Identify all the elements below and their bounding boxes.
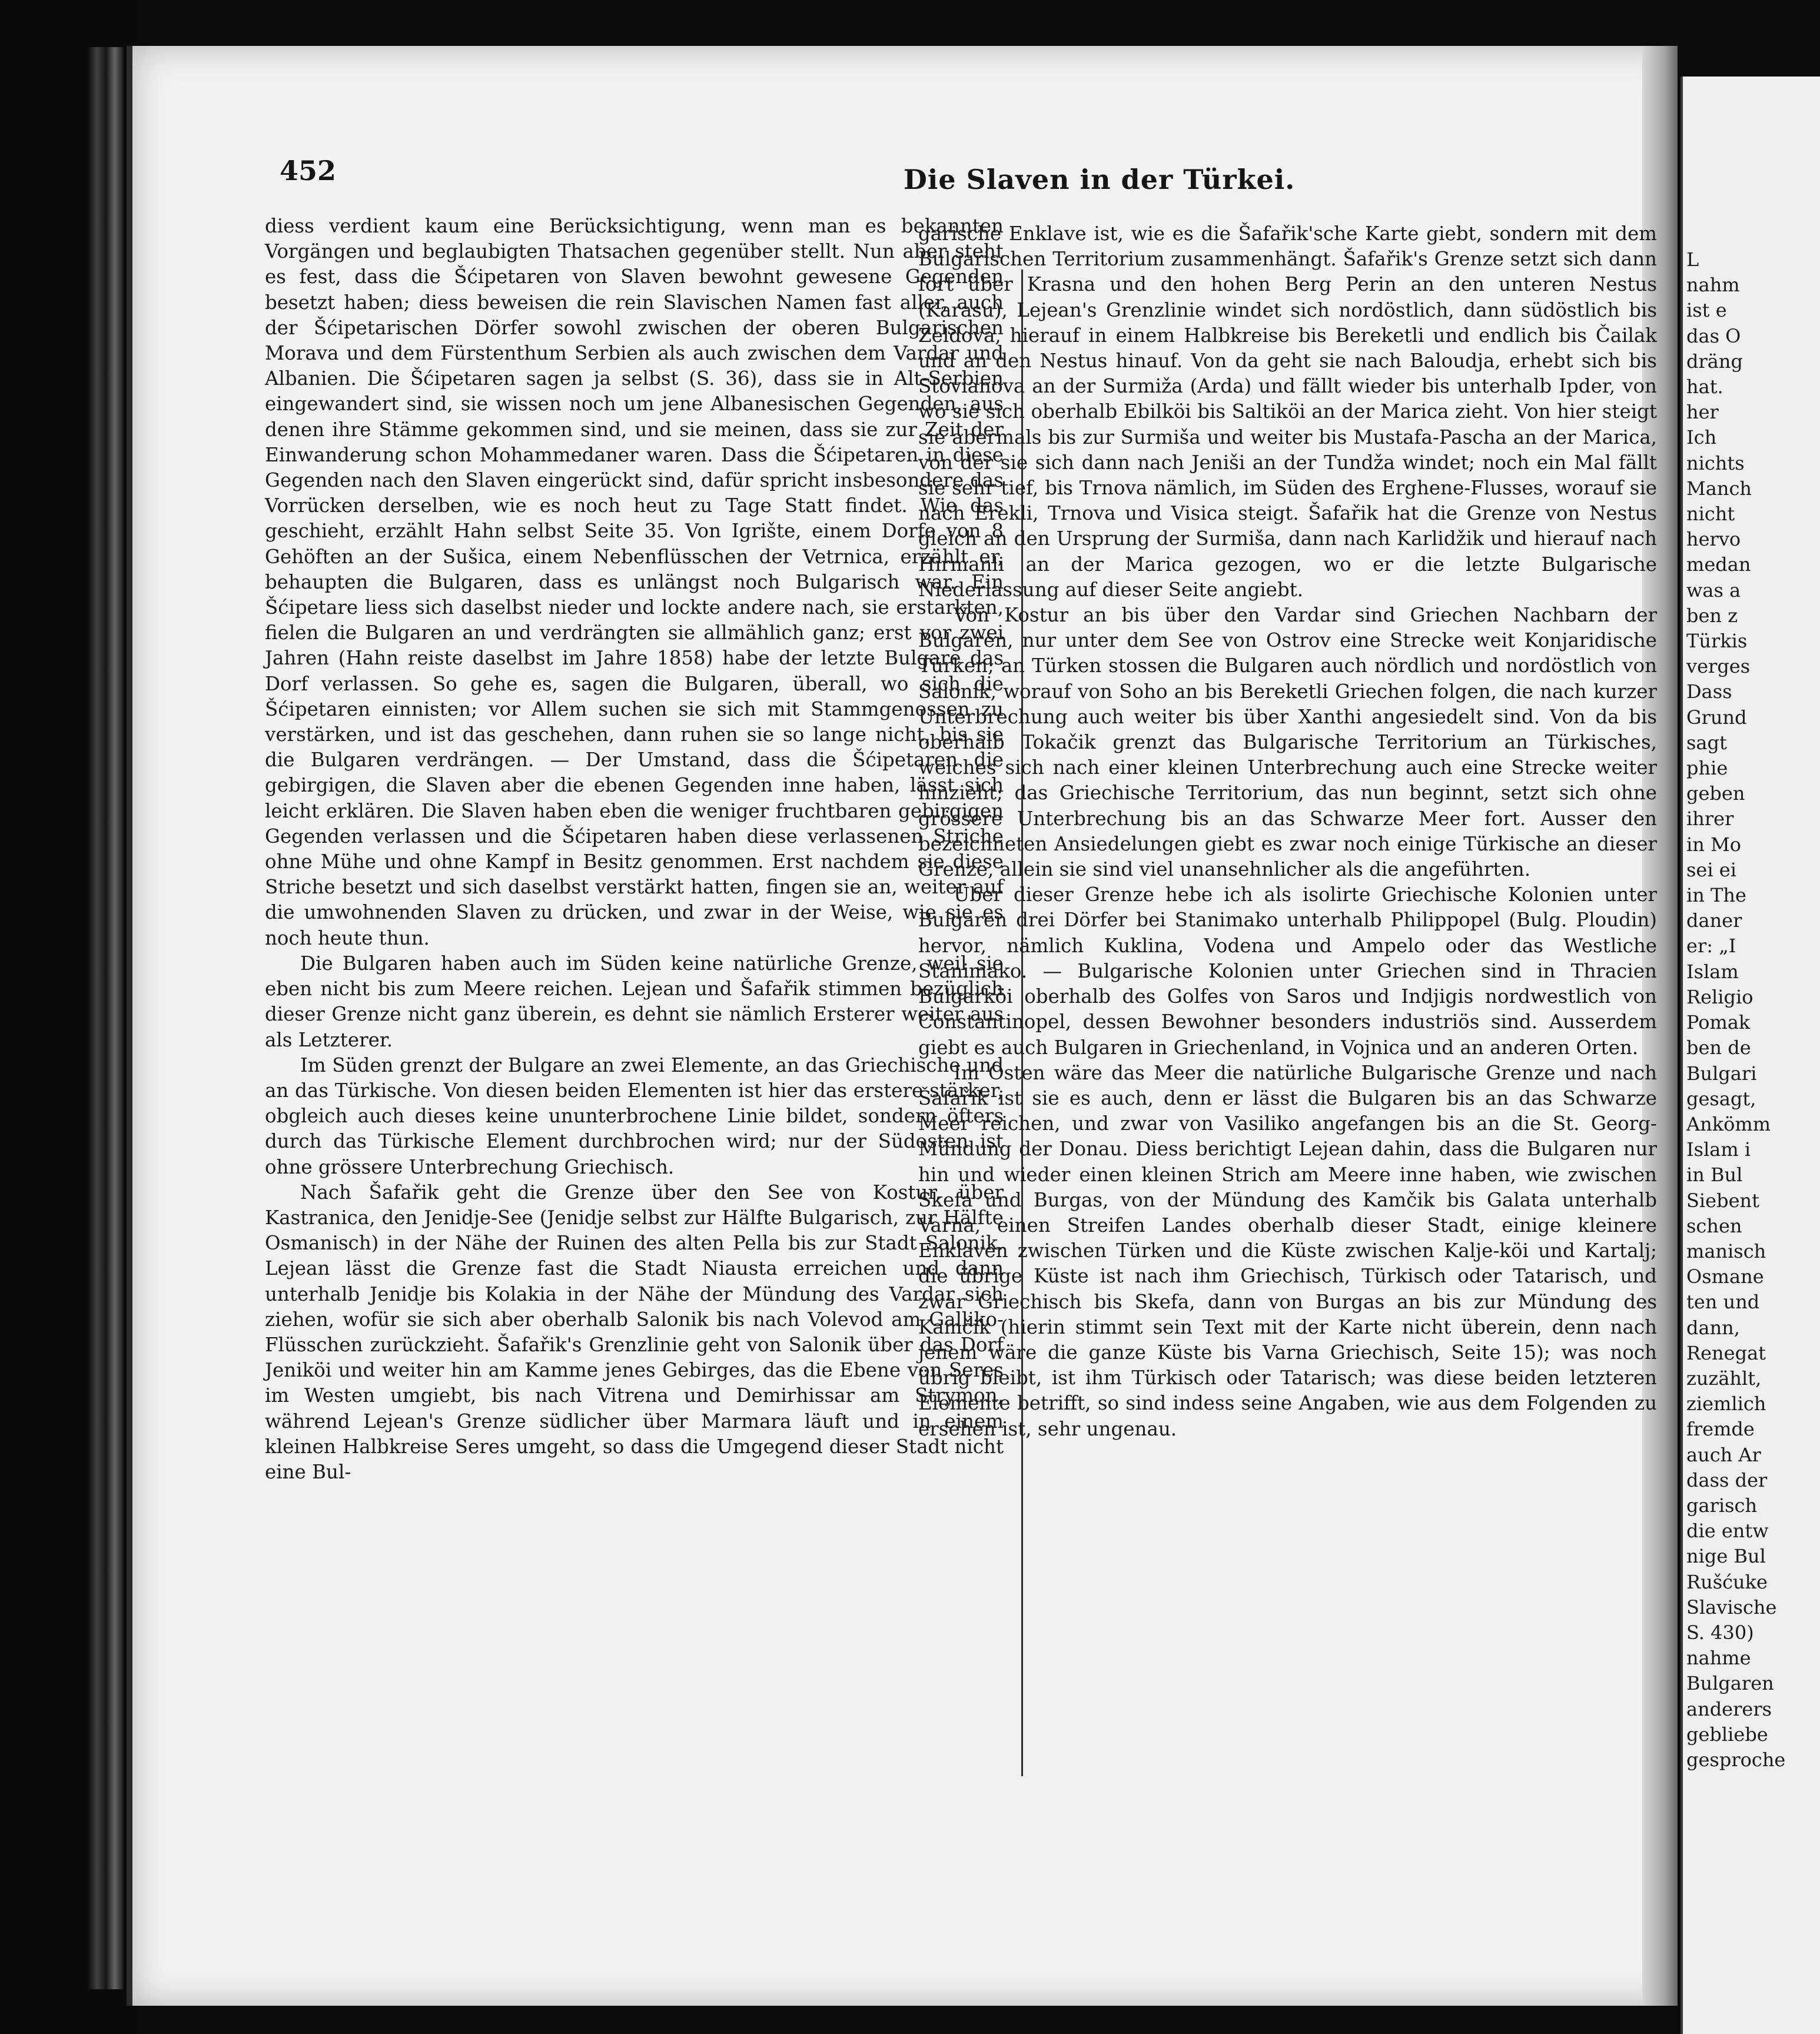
paragraph: garische Enklave ist, wie es die Šafařik'sche Karte giebt, sondern mit dem Bulgarischen Territorium zusammenhängt. Šafařik's Grenze setzt sich dann fort über Krasna und den hohen Berg Perin an den unteren Nestus (Karasu), Lejean's Grenzlinie windet sich nordöstlich, dann südöstlich bis Zeldova, hierauf in einem Halbkreise bis Bereketli und endlich bis Čailak und an den Nestus hinauf. Von da geht sie nach Baloudja, erhebt sich bis Stovianova an der Surmiža (Arda) und fällt wieder bis unterhalb Ipder, von wo sie sich oberhalb Ebilköi bis Saltiköi an der Marica zieht. Von hier steigt sie abermals bis zur Surmiša und weiter bis Mustafa-Pascha an der Marica, von der sie sich dann nach Jeniši an der Tundža windet; noch ein Mal fällt sie sehr tief, bis Trnova nämlich, im Süden des Erghene-Flusses, worauf sie nach Erekli, Trnova und Visica steigt. Šafařik hat die Grenze von Nestus gleich an den Ursprung der Surmiša, dann nach Karlidžik und hierauf nach Hirmanli an der Marica gezogen, wo er die letzte Bulgarische Niederlassung auf dieser Seite angiebt.	[918, 222, 1657, 601]
facing-page-line: zuzählt,	[1686, 1367, 1762, 1390]
facing-page-line: dass der	[1686, 1468, 1768, 1491]
paragraph: Von Kostur an bis über den Vardar sind Griechen Nachbarn der Bulgaren, nur unter dem See von Ostrov eine Strecke weit Konjaridische Türken; an Türken stossen die Bulgaren auch nördlich und nordöstlich von Salonik, worauf von Soho an bis Bereketli Griechen folgen, die nach kurzer Unterbrechung auch weiter bis über Xanthi angesiedelt sind. Von da bis oberhalb Tokačik grenzt das Bulgarische Territorium an Türkisches, welches sich nach einer kleinen Unterbrechung auch eine Strecke weiter hinzieht; das Griechische Territorium, das nun beginnt, setzt sich ohne grössere Unterbrechung bis an das Schwarze Meer fort. Ausser den bezeichneten Ansiedelungen giebt es zwar noch einige Türkische an dieser Grenze, allein sie sind viel unansehnlicher als die angeführten.	[918, 604, 1657, 881]
facing-page-line: schen	[1686, 1214, 1742, 1237]
facing-page-line: Dass	[1686, 680, 1732, 703]
facing-page-line: Slavische	[1686, 1596, 1777, 1618]
facing-page-line: nige Bul	[1686, 1545, 1766, 1568]
facing-page-line: manisch	[1686, 1239, 1766, 1262]
facing-page-line: sagt	[1686, 731, 1727, 754]
facing-page-line: nahme	[1686, 1647, 1751, 1670]
paragraph: Die Bulgaren haben auch im Süden keine natürliche Grenze, weil sie eben nicht bis zum Meere reichen. Lejean und Šafařik stimmen bezüglich dieser Grenze nicht ganz überein, es dehnt sie nämlich Ersterer weiter aus als Letzterer.	[265, 952, 1004, 1051]
facing-page-line: hat.	[1686, 375, 1723, 398]
facing-page-line: gesagt,	[1686, 1087, 1756, 1110]
facing-page-line: Bulgari	[1686, 1062, 1757, 1085]
paragraph: Nach Šafařik geht die Grenze über den See von Kostur, über Kastranica, den Jenidje-See (Jenidje selbst zur Hälfte Bulgarisch, zur Hälfte Osmanisch) in der Nähe der Ruinen des alten Pella bis zur Stadt Salonik. Lejean lässt die Grenze fast die Stadt Niausta erreichen und dann unterhalb Jenidje bis Kolakia in der Nähe der Mündung des Vardar sich ziehen, wofür sie sich aber oberhalb Salonik bis nach Volevod am Galliko-Flüsschen zurückzieht. Šafařik's Grenzlinie geht von Salonik über das Dorf Jeniköi und weiter hin am Kamme jenes Gebirges, das die Ebene von Seres im Westen umgiebt, bis nach Vitrena und Demirhissar am Strymon, während Lejean's Grenze südlicher über Marmara läuft und in einem kleinen Halbkreise Seres umgeht, so dass die Umgegend dieser Stadt nicht eine Bul-	[265, 1181, 1004, 1483]
facing-page-edge	[1680, 77, 1820, 2034]
facing-page-line: Türkis	[1686, 630, 1748, 653]
book-page	[127, 46, 1678, 2006]
facing-page-line: Renegat	[1686, 1341, 1766, 1364]
facing-page-line: garisch	[1686, 1494, 1758, 1517]
paragraph: Im Osten wäre das Meer die natürliche Bulgarische Grenze und nach Šafařik ist sie es auch, denn er lässt die Bulgaren bis an das Schwarze Meer reichen, und zwar von Vasiliko angefangen bis an die St. Georg-Mündung der Donau. Diess berichtigt Lejean dahin, dass die Bulgaren nur hin und wieder einen kleinen Strich am Meere inne haben, wie zwischen Skefa und Burgas, von der Mündung des Kamčik bis Galata unterhalb Varna, einen Streifen Landes oberhalb dieser Stadt, einige kleinere Enklaven zwischen Türken und die Küste zwischen Kalje-köi und Kartalj; die übrige Küste ist nach ihm Griechisch, Türkisch oder Tatarisch, und zwar Griechisch bis Skefa, dann von Burgas an bis zur Mündung des Kamčik (hierin stimmt sein Text mit der Karte nicht überein, denn nach jenem wäre die ganze Küste bis Varna Griechisch, Seite 15); was noch übrig bleibt, ist ihm Türkisch oder Tatarisch; was diese beiden letzteren Elemente betrifft, so sind indess seine Angaben, wie aus dem Folgenden zu ersehen ist, sehr ungenau.	[918, 1061, 1657, 1440]
facing-page-line: Manch	[1686, 477, 1752, 500]
facing-page-line: Rušćuke	[1686, 1570, 1768, 1593]
facing-page-line: nichts	[1686, 451, 1745, 474]
facing-page-line: Islam i	[1686, 1138, 1751, 1161]
paragraph: Im Süden grenzt der Bulgare an zwei Elemente, an das Griechische und an das Türkische. Von diesen beiden Elementen ist hier das erstere stärker, obgleich auch dieses keine ununterbrochene Linie bildet, sondern öfters durch das Türkische Element durchbrochen wird; nur der Südosten ist ohne grössere Unterbrechung Griechisch.	[265, 1053, 1004, 1178]
facing-page-line: Ankömm	[1686, 1112, 1771, 1135]
facing-page-line: in Mo	[1686, 833, 1742, 856]
facing-page-line: her	[1686, 401, 1719, 424]
facing-page-line: verges	[1686, 655, 1751, 678]
facing-page-line: Religio	[1686, 985, 1753, 1008]
facing-page-line: ihrer	[1686, 807, 1734, 830]
facing-page-line: die entw	[1686, 1520, 1769, 1543]
facing-page-line: L	[1686, 248, 1699, 271]
page-number: 452	[280, 155, 337, 187]
facing-page-line: Osmane	[1686, 1265, 1764, 1288]
facing-page-line: ben de	[1686, 1036, 1751, 1059]
facing-page-line: dräng	[1686, 350, 1743, 373]
facing-page-line: dann,	[1686, 1316, 1740, 1339]
facing-page-line: ben z	[1686, 604, 1738, 627]
left-column	[265, 214, 1004, 1485]
facing-page-line: Bulgaren	[1686, 1672, 1774, 1695]
facing-page-line: das O	[1686, 324, 1741, 347]
facing-page-line: in Bul	[1686, 1164, 1743, 1186]
facing-page-line: in The	[1686, 884, 1746, 907]
facing-page-line: nicht	[1686, 503, 1735, 526]
facing-page-line: sei ei	[1686, 858, 1736, 881]
right-column	[918, 221, 1657, 1442]
facing-page-line: anderers	[1686, 1697, 1772, 1720]
facing-page-line: er: „I	[1686, 935, 1736, 958]
facing-page-line: Islam	[1686, 960, 1739, 983]
facing-page-line: ziemlich	[1686, 1392, 1766, 1415]
facing-page-line: auch Ar	[1686, 1443, 1761, 1466]
facing-page-line: was a	[1686, 579, 1741, 601]
facing-page-line: S. 430)	[1686, 1621, 1754, 1644]
paragraph: diess verdient kaum eine Berücksichtigung, wenn man es bekannten Vorgängen und beglaubigten Thatsachen gegenüber stellt. Nun aber steht es fest, dass die Šćipetaren von Slaven bewohnt gewesene Gegenden besetzt haben; diess beweisen die rein Slavischen Namen fast aller, auch der Šćipetarischen Dörfer sowohl zwischen der oberen Bulgarischen Morava und dem Fürstenthum Serbien als auch zwischen dem Vardar und Albanien. Die Šćipetaren sagen ja selbst (S. 36), dass sie in Alt-Serbien eingewandert sind, sie wissen noch um jene Albanesischen Gegenden, aus denen ihre Stämme gekommen sind, und sie meinen, dass sie zur Zeit der Einwanderung schon Mohammedaner waren. Dass die Šćipetaren in diese Gegenden nach den Slaven eingerückt sind, dafür spricht insbesondere das Vorrücken derselben, wie es noch heut zu Tage Statt findet. Wie das geschieht, erzählt Hahn selbst Seite 35. Von Igrište, einem Dorfe von 8 Gehöften an der Sušica, einem Nebenflüsschen der Vetrnica, erzählt er, behaupten die Bulgaren, dass es unlängst noch Bulgarisch war. Ein Šćipetare liess sich daselbst nieder und lockte andere nach, sie erstarkten, fielen die Bulgaren an und verdrängten sie allmählich ganz; erst vor zwei Jahren (Hahn reiste daselbst im Jahre 1858) habe der letzte Bulgare das Dorf verlassen. So gehe es, sagen die Bulgaren, überall, wo sich die Šćipetaren einnisten; vor Allem suchen sie sich mit Stammgenossen zu verstärken, und ist das geschehen, dann ruhen sie so lange nicht, bis sie die Bulgaren verdrängen. — Der Umstand, dass die Šćipetaren die gebirgigen, die Slaven aber die ebenen Gegenden inne haben, lässt sich leicht erklären. Die Slaven haben eben die weniger fruchtbaren gebirgigen Gegenden verlassen und die Šćipetaren haben diese verlassenen Striche ohne Mühe und ohne Kampf in Besitz genommen. Erst nachdem sie diese Striche besetzt und sich daselbst verstärkt hatten, fingen sie an, weiter auf die umwohnenden Slaven zu drücken, und zwar in der Weise, wie sie es noch heute thun.	[265, 215, 1004, 949]
facing-page-line: Pomak	[1686, 1011, 1751, 1034]
facing-page-line: nahm	[1686, 274, 1740, 297]
facing-page-line: medan	[1686, 553, 1751, 576]
facing-page-line: ten und	[1686, 1291, 1760, 1314]
paragraph: Über dieser Grenze hebe ich als isolirte Griechische Kolonien unter Bulgaren drei Dörfer bei Stanimako unterhalb Philippopel (Bulg. Ploudin) hervor, nämlich Kuklina, Vodena und Ampelo oder das Westliche Stanimako. — Bulgarische Kolonien unter Griechen sind in Thracien Bulgarköi oberhalb des Golfes von Saros und Indjigis nordwestlich von Constantinopel, dessen Bewohner besonders industriös sind. Ausserdem giebt es auch Bulgaren in Griechenland, in Vojnica und an anderen Orten.	[918, 883, 1657, 1059]
facing-page-line: hervo	[1686, 528, 1741, 551]
facing-page-line: geben	[1686, 782, 1745, 805]
facing-page-line: daner	[1686, 909, 1742, 932]
facing-page-line: Grund	[1686, 706, 1747, 729]
facing-page-text	[1686, 247, 1820, 1773]
facing-page-line: Siebent	[1686, 1189, 1759, 1212]
facing-page-line: ist e	[1686, 299, 1727, 322]
facing-page-line: gebliebe	[1686, 1723, 1768, 1746]
running-head: Die Slaven in der Türkei.	[904, 164, 1296, 195]
facing-page-line: phie	[1686, 757, 1728, 780]
facing-page-line: gesproche	[1686, 1748, 1786, 1771]
facing-page-line: Ich	[1686, 426, 1717, 449]
facing-page-line: fremde	[1686, 1418, 1755, 1441]
scan-border-left	[0, 0, 135, 2034]
